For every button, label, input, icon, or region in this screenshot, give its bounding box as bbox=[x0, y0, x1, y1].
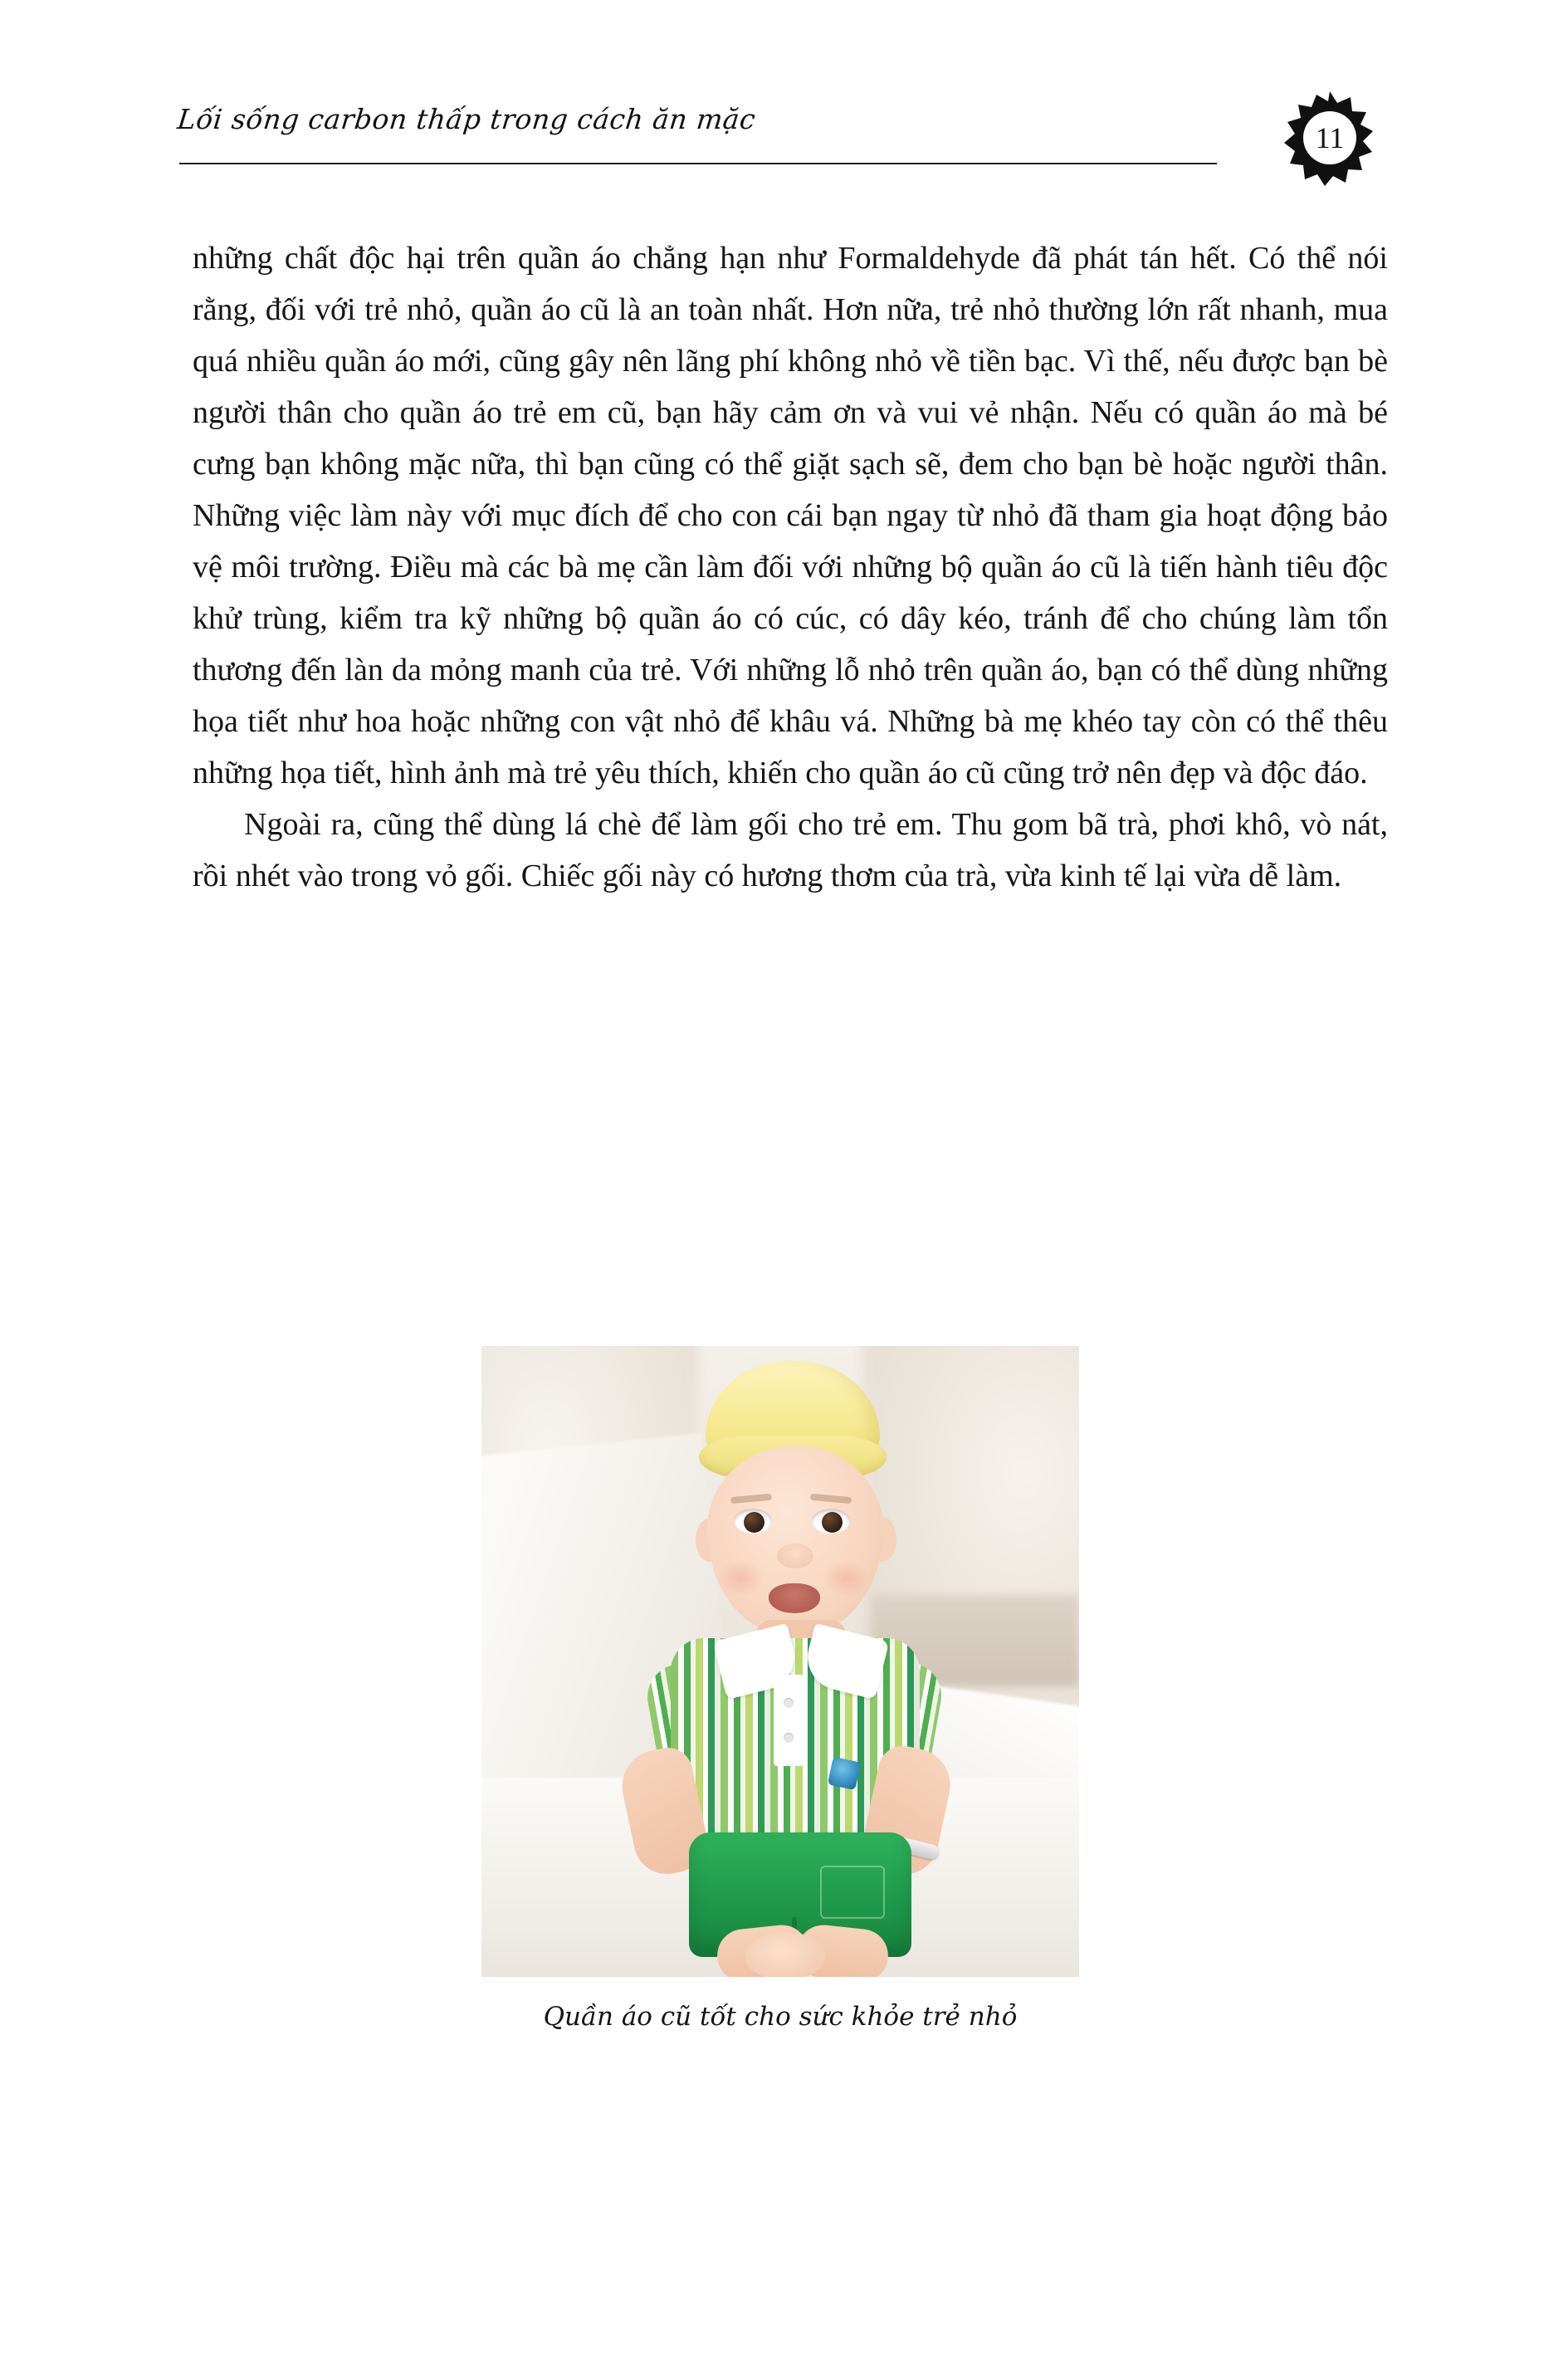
figure-photo bbox=[481, 1346, 1079, 1977]
baby-figure bbox=[481, 1346, 1079, 1977]
baby-mouth bbox=[769, 1583, 820, 1613]
running-title: Lối sống carbon thấp trong cách ăn mặc bbox=[175, 103, 758, 135]
baby-foot bbox=[745, 1932, 825, 1977]
shirt-button-top bbox=[784, 1698, 794, 1708]
shorts-pocket bbox=[820, 1866, 885, 1919]
baby-pupil-right bbox=[822, 1512, 843, 1533]
paragraph-1: những chất độc hại trên quần áo chẳng hạn như Formaldehyde đã phát tán hết. Có thể nói rằng, đối với trẻ nhỏ, quần áo cũ là an toàn nhất. Hơn nữa, trẻ nhỏ thường lớn rất nhanh, mua quá nhiều quần áo mới, cũng gây nên lãng phí không nhỏ về tiền bạc. Vì thế, nếu được bạn bè người thân cho quần áo trẻ em cũ, bạn hãy cảm ơn và vui vẻ nhận. Nếu có quần áo mà bé cưng bạn không mặc nữa, thì bạn cũng có thể giặt sạch sẽ, đem cho bạn bè hoặc người thân. Những việc làm này với mục đích để cho con cái bạn ngay từ nhỏ đã tham gia hoạt động bảo vệ môi trường. Điều mà các bà mẹ cần làm đối với những bộ quần áo cũ là tiến hành tiêu độc khử trùng, kiểm tra kỹ những bộ quần áo có cúc, có dây kéo, tránh để cho chúng làm tổn thương đến làn da mỏng manh của trẻ. Với những lỗ nhỏ trên quần áo, bạn có thể dùng những họa tiết như hoa hoặc những con vật nhỏ để khâu vá. Những bà mẹ khéo tay còn có thể thêu những họa tiết, hình ảnh mà trẻ yêu thích, khiến cho quần áo cũ cũng trở nên đẹp và độc đáo. bbox=[193, 241, 1388, 790]
body-text bbox=[193, 232, 1388, 902]
figure-caption: Quần áo cũ tốt cho sức khỏe trẻ nhỏ bbox=[543, 2002, 1018, 2032]
baby-cheek-right bbox=[823, 1560, 870, 1597]
baby-nose bbox=[777, 1543, 813, 1568]
paragraph-2: Ngoài ra, cũng thể dùng lá chè để làm gối cho trẻ em. Thu gom bã trà, phơi khô, vò nát, rồi nhét vào trong vỏ gối. Chiếc gối này có hương thơm của trà, vừa kinh tế lại vừa dễ làm. bbox=[193, 807, 1388, 893]
shirt-button-bottom bbox=[784, 1733, 794, 1743]
header-divider bbox=[179, 163, 1217, 164]
page-header bbox=[175, 100, 1398, 174]
baby-pupil-left bbox=[744, 1512, 764, 1533]
figure bbox=[481, 1346, 1079, 2032]
page-number: 11 bbox=[1315, 121, 1345, 154]
shirt-placket bbox=[774, 1675, 804, 1766]
shirt-logo-patch bbox=[828, 1757, 861, 1790]
baby-cheek-left bbox=[717, 1560, 764, 1597]
page-number-badge bbox=[1280, 88, 1380, 188]
